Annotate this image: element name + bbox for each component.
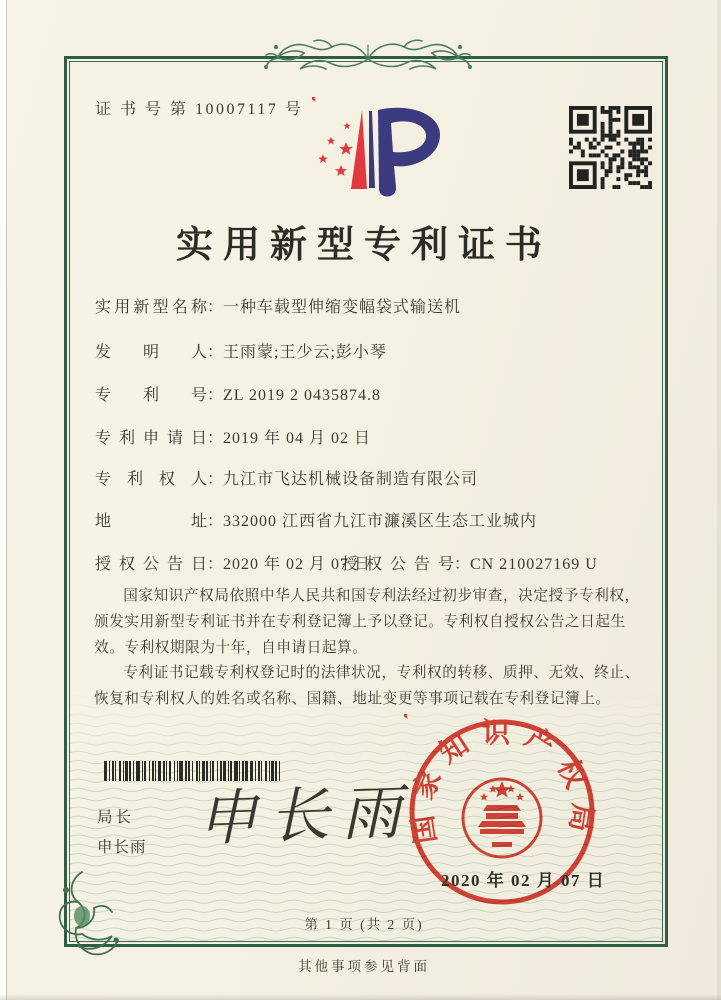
field-value: 一种车载型伸缩变幅袋式输送机: [223, 299, 462, 316]
field-colon: ：: [207, 471, 224, 488]
field-colon: ：: [207, 344, 224, 361]
field-label: 专利申请日: [95, 430, 207, 447]
legal-text-block: [94, 584, 646, 713]
field-value: CN 210027169 U: [470, 556, 598, 573]
field-row-utility-model-name: [95, 298, 461, 318]
field-colon: ：: [207, 513, 224, 530]
director-role-label: 局长: [97, 809, 135, 826]
page-number-footer: 第 1 页 (共 2 页): [304, 917, 424, 932]
field-colon: ：: [207, 299, 224, 316]
field-value: 2020 年 02 月 07 日: [223, 556, 372, 573]
field-label: 专利号: [95, 387, 207, 404]
field-row-grant-number: [342, 555, 598, 575]
field-label: 地址: [95, 513, 207, 530]
scan-edge-bottom: [0, 994, 721, 1000]
field-colon: ：: [207, 430, 224, 447]
top-border-flourish-ornament: [256, 33, 480, 81]
see-back-note: 其他事项参见背面: [298, 959, 430, 974]
field-colon: ：: [207, 556, 224, 573]
field-value: ZL 2019 2 0435874.8: [223, 387, 381, 404]
certificate-number: 证 书 号 第 10007117 号: [95, 101, 304, 118]
field-row-address: [95, 512, 537, 532]
field-label: 授权公告号: [342, 556, 454, 573]
field-label: 发明人: [95, 344, 207, 361]
field-value: 九江市飞达机械设备制造有限公司: [223, 471, 479, 488]
field-label: 实用新型名称: [95, 299, 207, 316]
seal-circular-text: 国家知识产权局: [406, 717, 598, 846]
field-row-patentee: [95, 470, 478, 490]
field-label: 专利权人: [95, 471, 207, 488]
field-colon: ：: [207, 387, 224, 404]
field-value: 2019 年 04 月 02 日: [223, 430, 372, 447]
field-row-filing-date: [95, 429, 371, 449]
legal-paragraph-1: 国家知识产权局依照中华人民共和国专利法经过初步审查，决定授予专利权，颁发实用新型专利证书并在专利登记簿上予以登记。专利权自授权公告之日起生效。专利权期限为十年，自申请日起算。: [94, 588, 640, 656]
field-row-grant: [95, 555, 598, 575]
field-row-inventor: [95, 343, 387, 363]
cnipa-patent-logo-icon: [312, 97, 452, 202]
field-value: 332000 江西省九江市濂溪区生态工业城内: [223, 513, 538, 530]
field-colon: ：: [454, 556, 471, 573]
certificate-title: 实用新型专利证书: [176, 225, 552, 266]
seal-issue-date: 2020 年 02 月 07 日: [441, 871, 606, 890]
field-value: 王雨蒙;王少云;彭小琴: [223, 344, 387, 361]
qr-code-icon: [569, 106, 652, 189]
director-name-label: 申长雨: [97, 839, 147, 856]
field-row-patent-number: [95, 386, 381, 406]
scan-edge-right: [717, 0, 721, 1000]
director-handwritten-signature: 申长雨: [196, 779, 415, 853]
legal-paragraph-2: 专利证书记载专利权登记时的法律状况，专利权的转移、质押、无效、终止、恢复和专利权人的姓名或名称、国籍、地址变更等事项记载在专利登记簿上。: [94, 665, 640, 708]
field-label: 授权公告日: [95, 556, 207, 573]
scan-edge-left: [0, 0, 7, 1000]
